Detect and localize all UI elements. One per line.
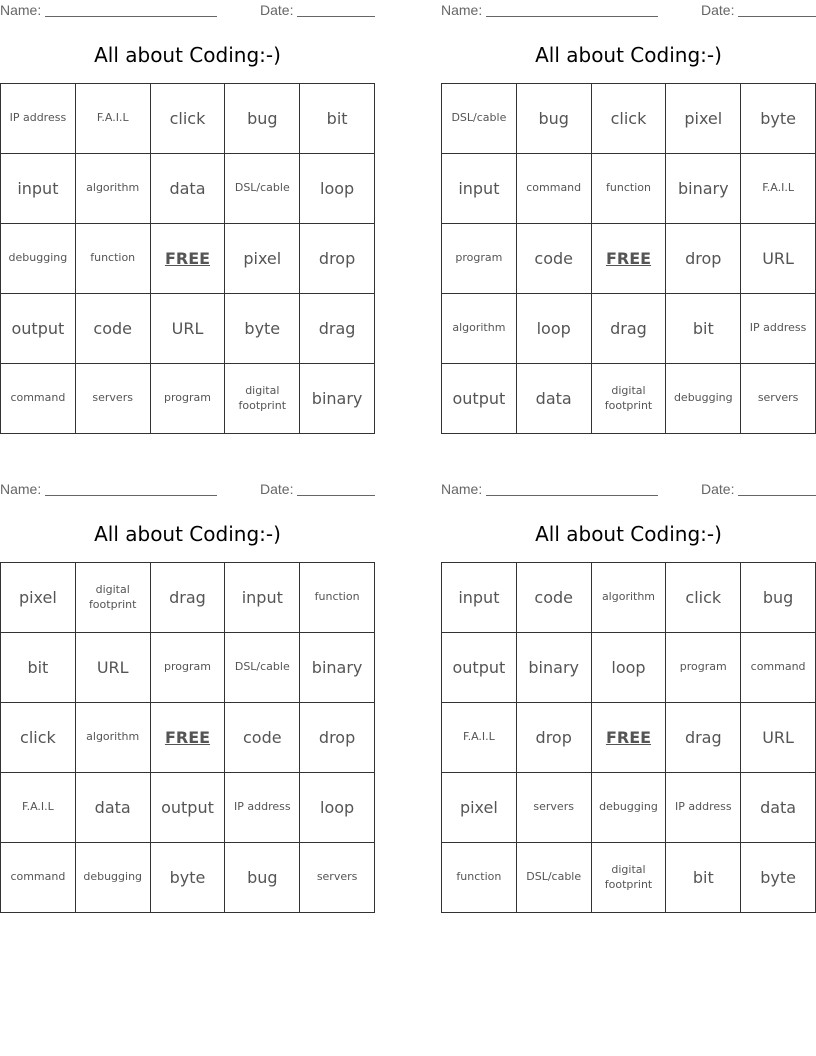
bingo-grid	[441, 562, 816, 913]
grid-cell: bug	[225, 84, 300, 154]
card-title: All about Coding:-)	[94, 522, 281, 546]
grid-cell: pixel	[442, 773, 517, 843]
bingo-card-2	[441, 0, 816, 434]
bingo-card-4	[441, 479, 816, 913]
grid-cell: servers	[516, 773, 591, 843]
card-title: All about Coding:-)	[94, 43, 281, 67]
grid-row	[442, 224, 816, 294]
free-space-cell: FREE	[150, 224, 225, 294]
grid-cell: drop	[300, 224, 375, 294]
name-blank-line	[45, 495, 217, 496]
grid-cell: debugging	[75, 843, 150, 913]
grid-row	[1, 773, 375, 843]
bingo-grid	[0, 83, 375, 434]
grid-row	[1, 84, 375, 154]
date-blank-line	[297, 16, 375, 17]
grid-cell: command	[1, 843, 76, 913]
date-label: Date:	[701, 481, 735, 497]
grid-cell: drop	[666, 224, 741, 294]
name-label: Name:	[441, 2, 483, 18]
grid-cell: click	[591, 84, 666, 154]
grid-cell: F.A.I.L	[1, 773, 76, 843]
grid-cell: program	[442, 224, 517, 294]
grid-row	[442, 563, 816, 633]
grid-row	[442, 294, 816, 364]
grid-cell: IP address	[1, 84, 76, 154]
grid-row	[1, 154, 375, 224]
grid-cell: byte	[741, 843, 816, 913]
grid-cell: pixel	[225, 224, 300, 294]
grid-row	[442, 154, 816, 224]
grid-cell: bug	[225, 843, 300, 913]
grid-cell: drag	[591, 294, 666, 364]
grid-cell: IP address	[225, 773, 300, 843]
name-date-header	[441, 0, 816, 20]
free-space-cell: FREE	[150, 703, 225, 773]
grid-row	[442, 84, 816, 154]
grid-cell: digital footprint	[591, 843, 666, 913]
name-blank-line	[45, 16, 217, 17]
grid-cell: algorithm	[591, 563, 666, 633]
grid-cell: URL	[75, 633, 150, 703]
grid-row	[1, 843, 375, 913]
grid-cell: data	[150, 154, 225, 224]
grid-cell: output	[1, 294, 76, 364]
name-date-header	[0, 479, 375, 499]
grid-cell: IP address	[741, 294, 816, 364]
grid-cell: code	[75, 294, 150, 364]
grid-cell: bit	[300, 84, 375, 154]
free-space-cell: FREE	[591, 703, 666, 773]
grid-cell: program	[150, 633, 225, 703]
card-title: All about Coding:-)	[535, 522, 722, 546]
grid-cell: servers	[300, 843, 375, 913]
bingo-card-3	[0, 479, 375, 913]
grid-row	[442, 633, 816, 703]
grid-cell: click	[666, 563, 741, 633]
date-label: Date:	[260, 481, 294, 497]
name-label: Name:	[0, 481, 42, 497]
grid-row	[1, 563, 375, 633]
grid-cell: DSL/cable	[516, 843, 591, 913]
bingo-card-1	[0, 0, 375, 434]
grid-row	[442, 703, 816, 773]
grid-cell: F.A.I.L	[75, 84, 150, 154]
bingo-grid	[0, 562, 375, 913]
grid-cell: output	[442, 364, 517, 434]
grid-cell: data	[741, 773, 816, 843]
grid-cell: binary	[516, 633, 591, 703]
name-blank-line	[486, 16, 658, 17]
grid-row	[442, 843, 816, 913]
grid-row	[1, 633, 375, 703]
grid-row	[442, 773, 816, 843]
grid-cell: click	[1, 703, 76, 773]
grid-cell: drag	[300, 294, 375, 364]
name-label: Name:	[0, 2, 42, 18]
grid-cell: program	[666, 633, 741, 703]
name-blank-line	[486, 495, 658, 496]
grid-cell: click	[150, 84, 225, 154]
bingo-grid	[441, 83, 816, 434]
grid-cell: debugging	[1, 224, 76, 294]
grid-cell: command	[1, 364, 76, 434]
grid-row	[1, 224, 375, 294]
grid-cell: input	[225, 563, 300, 633]
date-blank-line	[738, 16, 816, 17]
grid-cell: servers	[741, 364, 816, 434]
grid-row	[442, 364, 816, 434]
grid-cell: bit	[1, 633, 76, 703]
grid-cell: byte	[150, 843, 225, 913]
date-blank-line	[738, 495, 816, 496]
date-label: Date:	[701, 2, 735, 18]
grid-cell: output	[150, 773, 225, 843]
grid-cell: bit	[666, 843, 741, 913]
grid-cell: bug	[516, 84, 591, 154]
grid-cell: function	[442, 843, 517, 913]
grid-cell: algorithm	[75, 703, 150, 773]
grid-cell: algorithm	[75, 154, 150, 224]
grid-cell: input	[442, 563, 517, 633]
grid-cell: binary	[300, 633, 375, 703]
grid-cell: drop	[516, 703, 591, 773]
grid-cell: drop	[300, 703, 375, 773]
grid-cell: servers	[75, 364, 150, 434]
grid-cell: binary	[666, 154, 741, 224]
grid-cell: digital footprint	[591, 364, 666, 434]
grid-cell: data	[75, 773, 150, 843]
grid-cell: IP address	[666, 773, 741, 843]
grid-cell: loop	[300, 154, 375, 224]
grid-cell: pixel	[1, 563, 76, 633]
grid-cell: byte	[741, 84, 816, 154]
grid-cell: URL	[150, 294, 225, 364]
grid-cell: byte	[225, 294, 300, 364]
name-date-header	[0, 0, 375, 20]
grid-cell: program	[150, 364, 225, 434]
grid-cell: loop	[300, 773, 375, 843]
grid-cell: data	[516, 364, 591, 434]
date-label: Date:	[260, 2, 294, 18]
grid-cell: pixel	[666, 84, 741, 154]
grid-cell: DSL/cable	[442, 84, 517, 154]
grid-cell: DSL/cable	[225, 633, 300, 703]
card-title: All about Coding:-)	[535, 43, 722, 67]
grid-cell: output	[442, 633, 517, 703]
grid-cell: binary	[300, 364, 375, 434]
grid-cell: input	[442, 154, 517, 224]
grid-row	[1, 364, 375, 434]
grid-cell: code	[516, 224, 591, 294]
name-date-header	[441, 479, 816, 499]
grid-cell: code	[225, 703, 300, 773]
grid-cell: URL	[741, 703, 816, 773]
grid-cell: F.A.I.L	[741, 154, 816, 224]
grid-cell: command	[516, 154, 591, 224]
free-space-cell: FREE	[591, 224, 666, 294]
grid-cell: digital footprint	[225, 364, 300, 434]
grid-cell: drag	[150, 563, 225, 633]
grid-cell: debugging	[666, 364, 741, 434]
grid-cell: drag	[666, 703, 741, 773]
date-blank-line	[297, 495, 375, 496]
grid-cell: bit	[666, 294, 741, 364]
grid-cell: algorithm	[442, 294, 517, 364]
name-label: Name:	[441, 481, 483, 497]
grid-cell: F.A.I.L	[442, 703, 517, 773]
grid-cell: loop	[516, 294, 591, 364]
grid-cell: function	[75, 224, 150, 294]
grid-cell: command	[741, 633, 816, 703]
grid-row	[1, 703, 375, 773]
grid-cell: code	[516, 563, 591, 633]
grid-row	[1, 294, 375, 364]
grid-cell: digital footprint	[75, 563, 150, 633]
grid-cell: URL	[741, 224, 816, 294]
grid-cell: function	[300, 563, 375, 633]
grid-cell: loop	[591, 633, 666, 703]
grid-cell: input	[1, 154, 76, 224]
grid-cell: DSL/cable	[225, 154, 300, 224]
grid-cell: bug	[741, 563, 816, 633]
grid-cell: debugging	[591, 773, 666, 843]
grid-cell: function	[591, 154, 666, 224]
